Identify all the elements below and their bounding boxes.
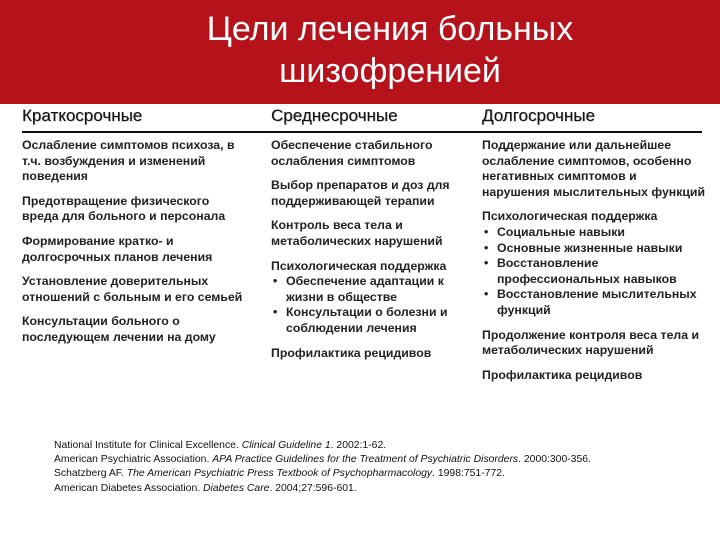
goal-item: Поддержание или дальнейшее ослабление симптомов, особенно негативных симптомов и нарушения мыслительных функций (482, 138, 706, 199)
support-label: Психологическая поддержка (482, 209, 658, 224)
column-long-term (482, 138, 706, 392)
column-short-term (22, 138, 248, 355)
support-label: Психологическая поддержка (271, 258, 447, 273)
title-banner (0, 0, 720, 104)
support-bullet: • Обеспечение адаптации к жизни в обществе (271, 274, 467, 305)
references (54, 439, 714, 496)
support-bullet: • Основные жизненные навыки (482, 241, 706, 257)
reference: National Institute for Clinical Excellence. Clinical Guideline 1. 2002:1-62. (54, 440, 387, 451)
goal-item: Профилактика рецидивов (482, 367, 643, 382)
column-mid-term (271, 138, 467, 370)
support-bullet: • Восстановление мыслительных функций (482, 287, 706, 318)
reference: Schatzberg AF. The American Psychiatric Press Textbook of Psychopharmacology. 1998:751-772. (54, 468, 505, 480)
title-line-1: Цели лечения больных (206, 10, 574, 48)
reference: American Diabetes Association. Diabetes Care. 2004;27:596-601. (54, 482, 357, 494)
goal-item: Профилактика рецидивов (271, 345, 432, 360)
slide-title (60, 8, 720, 92)
support-bullet: • Восстановление профессиональных навыков (482, 256, 706, 287)
support-list (271, 274, 467, 336)
goal-item: Продолжение контроля веса тела и метаболических нарушений (482, 327, 700, 358)
goal-item: Выбор препаратов и доз для поддерживающей терапии (271, 178, 450, 208)
goal-item: Предотвращение физического вреда для больного и персонала (22, 193, 226, 224)
support-bullet: • Консультации о болезни и соблюдении лечения (271, 305, 467, 336)
reference: American Psychiatric Association. APA Practice Guidelines for the Treatment of Psychiatric Disorders. 2000:300-356. (54, 454, 591, 466)
goal-item: Консультации больного о последующем лечении на дому (22, 314, 216, 344)
column-header-short-term: Краткосрочные (22, 106, 143, 125)
header-divider (22, 131, 702, 133)
goal-item: Контроль веса тела и метаболических нарушений (271, 218, 443, 248)
support-bullet: • Социальные навыки (482, 225, 706, 241)
goal-item: Ослабление симптомов психоза, в т.ч. возбуждения и изменений поведения (22, 138, 235, 184)
title-line-2: шизофренией (279, 52, 501, 90)
column-header-mid-term: Среднесрочные (271, 106, 398, 125)
support-list (482, 225, 706, 319)
column-header-long-term: Долгосрочные (482, 106, 595, 125)
goal-item: Формирование кратко- и долгосрочных планов лечения (22, 233, 213, 264)
goal-item: Установление доверительных отношений с больным и его семьей (22, 274, 243, 304)
goal-item: Обеспечение стабильного ослабления симптомов (271, 138, 433, 168)
